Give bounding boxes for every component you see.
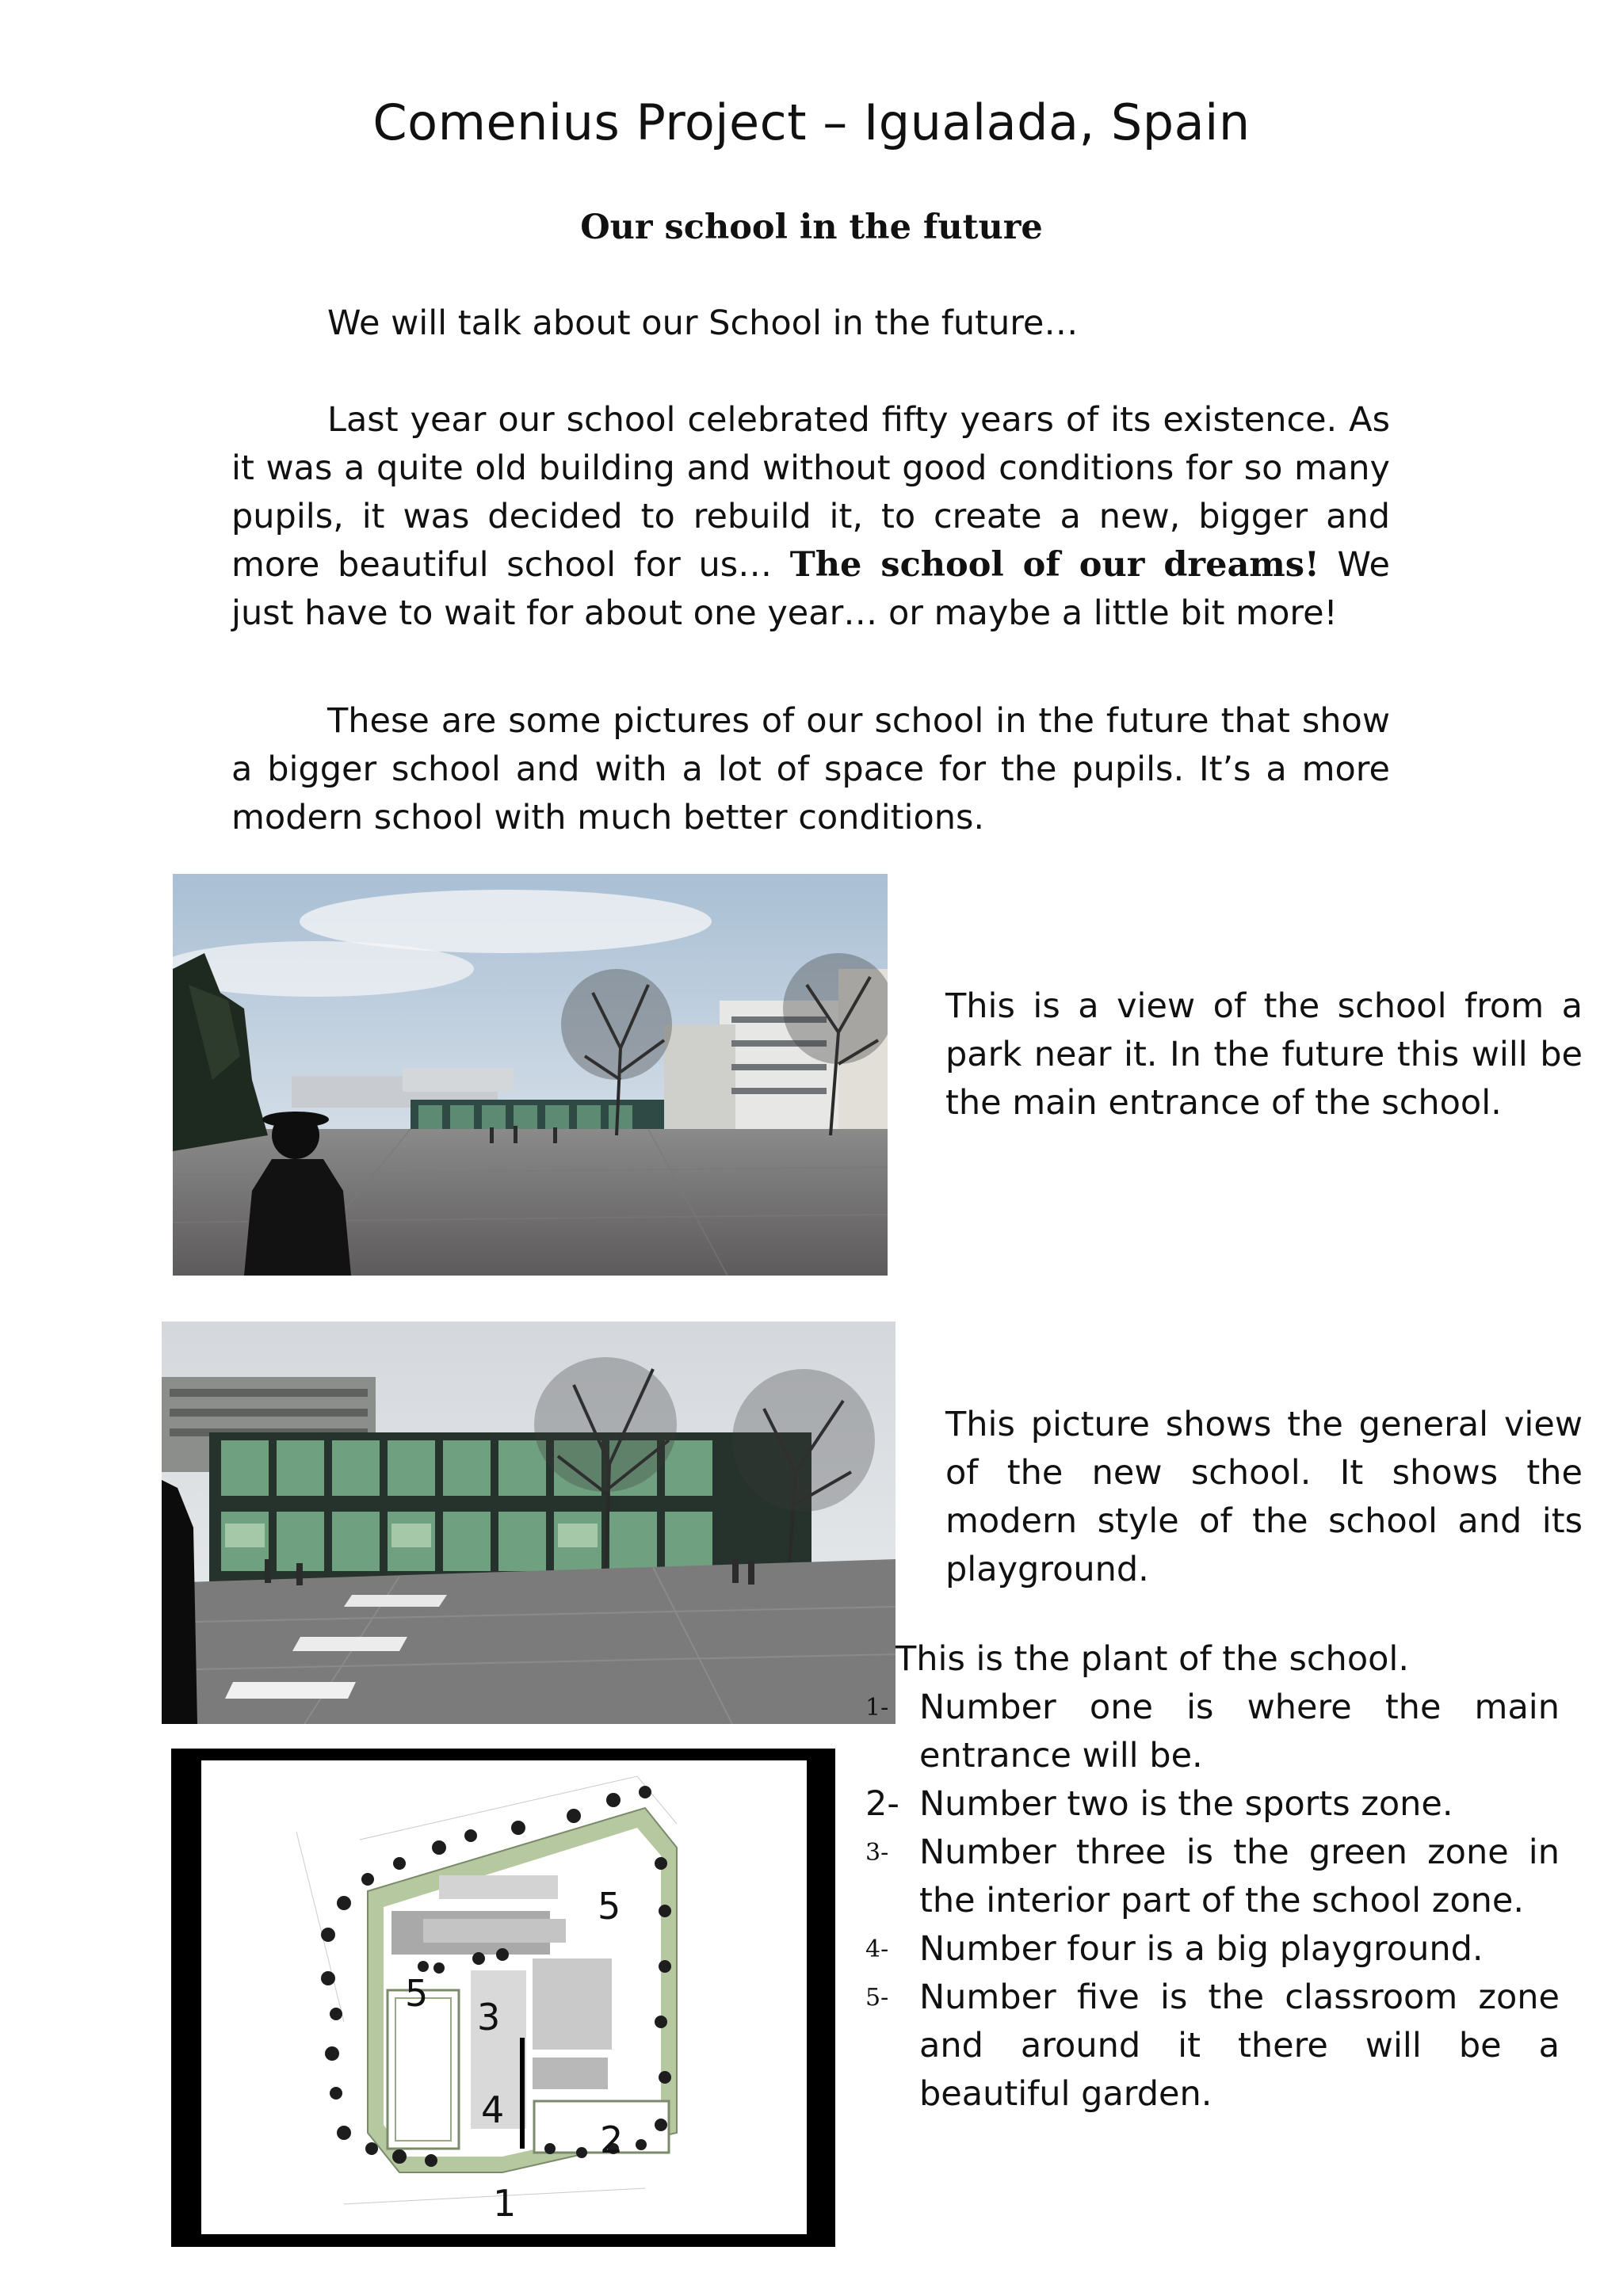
map-label-4: 4: [481, 2088, 505, 2131]
plan-legend-number: 1-: [865, 1694, 889, 1722]
paragraph-pictures: These are some pictures of our school in the future that show a bigger school and with a lot of space for the pupils. It’s a more modern school with much better conditions.: [231, 701, 1390, 837]
map-label-3: 3: [477, 1996, 501, 2039]
plan-legend-number: 3-: [865, 1839, 889, 1867]
map-label-1: 1: [493, 2182, 517, 2225]
page-subtitle: Our school in the future: [580, 208, 1043, 247]
park-view-caption: This is a view of the school from a park near it. In the future this will be the main entrance of the school.: [945, 986, 1583, 1123]
plan-legend-text: Number four is a big playground.: [919, 1929, 1484, 1969]
plan-legend-number: 5-: [865, 1984, 889, 2012]
school-plan-map: [201, 1760, 807, 2234]
general-view-caption: This picture shows the general view of the new school. It shows the modern style of the school and its playground.: [945, 1405, 1583, 1589]
park-view-photo: [173, 874, 888, 1276]
plan-intro-text: This is the plant of the school.: [896, 1639, 1410, 1679]
paragraph-history: [231, 396, 1390, 638]
plan-legend-text: Number five is the classroom zone and around it there will be a beautiful garden.: [919, 1978, 1560, 2114]
paragraph-history-end: We just have to wait for about one year… or maybe a little bit more!: [231, 545, 1390, 633]
paragraph-history-text: Last year our school celebrated fifty years of its existence. As it was a quite old building and without good conditions for so many pupils, it was decided to rebuild it, to create a new, bigger and more beautiful school for us…: [231, 400, 1390, 585]
plan-legend-item: [865, 1829, 1560, 1925]
dream-school-emphasis: The school of our dreams!: [789, 545, 1319, 585]
plan-legend-item: [865, 1780, 1560, 1829]
plan-legend-item: [865, 1925, 1560, 1974]
school-plan-frame: [171, 1749, 835, 2247]
general-view-photo: [162, 1322, 896, 1724]
plan-legend-text: Number two is the sports zone.: [919, 1784, 1453, 1824]
plan-legend-number: 2-: [865, 1784, 899, 1824]
plan-legend-text: Number one is where the main entrance will be.: [919, 1688, 1560, 1775]
plan-legend-item: [865, 1684, 1560, 1780]
map-label-5-left: 5: [405, 1972, 429, 2015]
map-label-5-top: 5: [598, 1885, 621, 1928]
plan-legend-text: Number three is the green zone in the interior part of the school zone.: [919, 1833, 1560, 1920]
plan-legend-item: [865, 1974, 1560, 2119]
plan-legend-number: 4-: [865, 1936, 889, 1963]
page-title: Comenius Project – Igualada, Spain: [372, 93, 1251, 151]
map-label-2: 2: [600, 2119, 624, 2161]
intro-text: We will talk about our School in the future…: [327, 303, 1079, 343]
plan-legend-list: [865, 1684, 1560, 2119]
